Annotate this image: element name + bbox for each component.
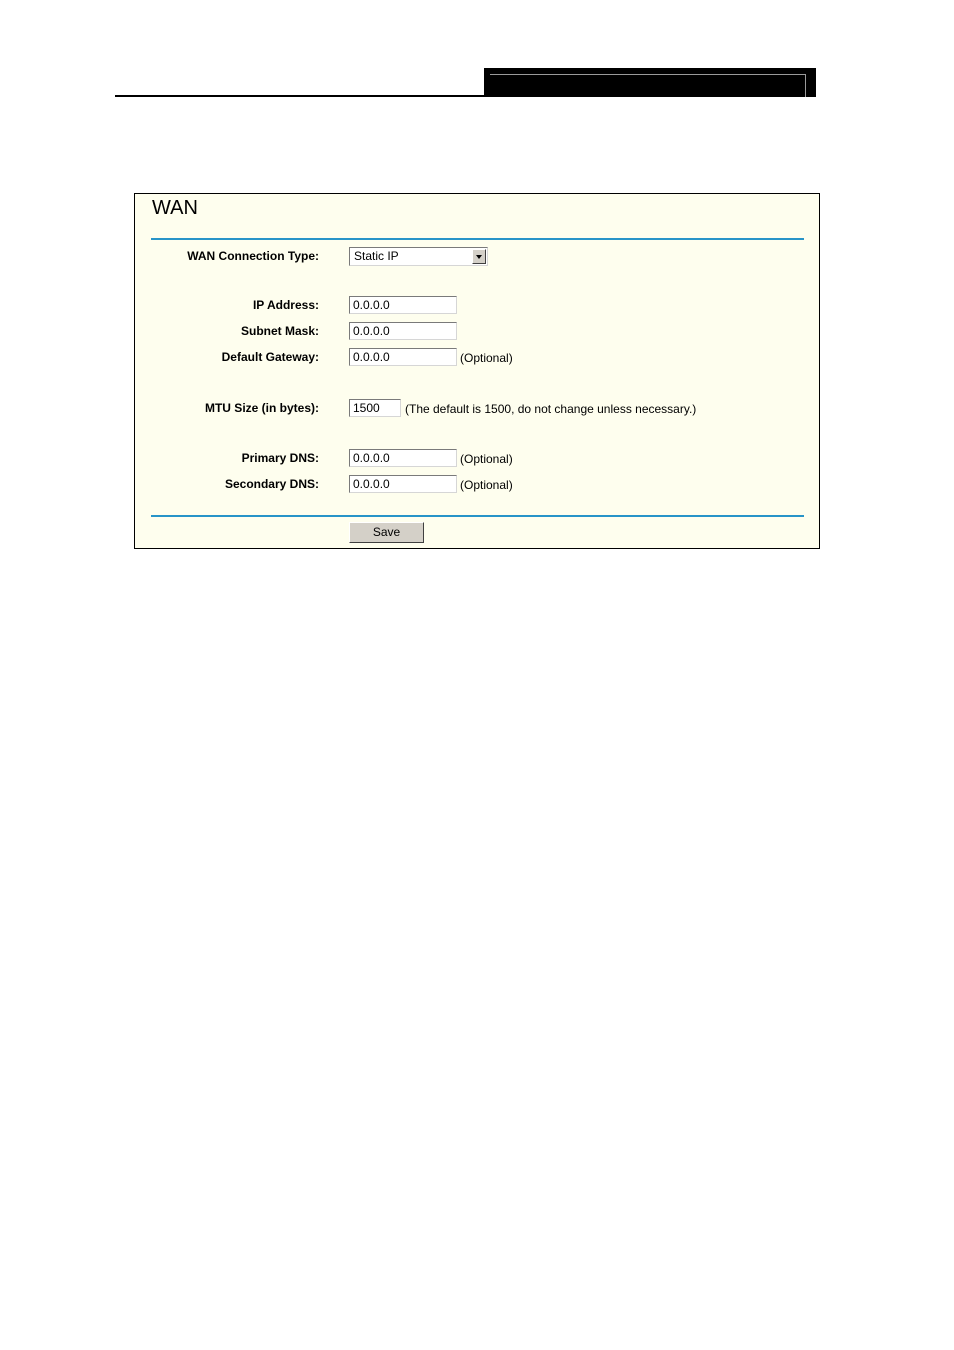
secondary-dns-hint: (Optional) [460,478,513,492]
subnet-mask-label: Subnet Mask: [240,324,319,338]
default-gateway-label: Default Gateway: [221,350,319,364]
chevron-down-icon [476,255,482,259]
default-gateway-input[interactable] [349,348,457,366]
default-gateway-hint: (Optional) [460,351,513,365]
bottom-divider [151,515,804,517]
subnet-mask-input[interactable] [349,322,457,340]
page-title: WAN [152,197,198,219]
primary-dns-label: Primary DNS: [241,451,319,465]
ip-address-input[interactable] [349,296,457,314]
mtu-size-label: MTU Size (in bytes): [204,401,319,415]
wan-connection-type-label: WAN Connection Type: [187,249,319,263]
header-block-inner-line [490,74,806,75]
secondary-dns-label: Secondary DNS: [224,477,319,491]
wan-connection-type-value: Static IP [354,249,399,263]
mtu-size-input[interactable] [349,399,401,417]
primary-dns-input[interactable] [349,449,457,467]
mtu-size-hint: (The default is 1500, do not change unless necessary.) [405,402,697,416]
wan-connection-type-select[interactable] [349,247,488,266]
document-header-block [484,68,816,97]
dropdown-button[interactable] [472,249,486,264]
top-divider [151,238,804,240]
primary-dns-hint: (Optional) [460,452,513,466]
ip-address-label: IP Address: [252,298,319,312]
wan-settings-panel [134,193,820,549]
save-button[interactable]: Save [349,522,424,543]
header-block-inner-edge [805,74,806,97]
secondary-dns-input[interactable] [349,475,457,493]
